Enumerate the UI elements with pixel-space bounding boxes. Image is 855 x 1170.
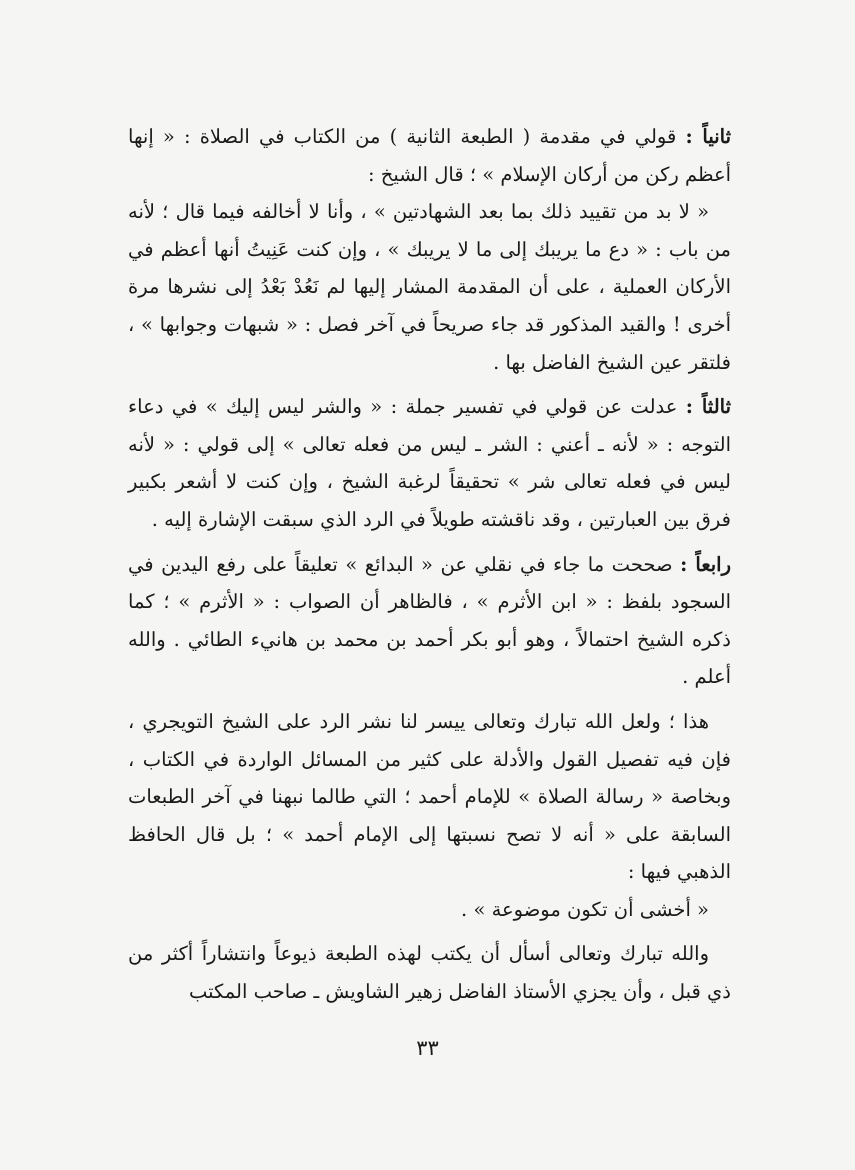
paragraph-text: هذا ؛ ولعل الله تبارك وتعالى ييسر لنا نشر الرد على الشيخ التويجري ، فإن فيه تفصيل القول والأدلة على كثير من المسائل الواردة في الكتاب ، وبخاصة « رسالة الصلاة » للإمام أحمد ؛ التي طالما نبهنا في آخر الطبعات السابقة على « أنه لا تصح نسبتها إلى الإمام أحمد » ؛ بل قال الحافظ الذهبي فيها :	[128, 709, 731, 884]
paragraph-text: صححت ما جاء في نقلي عن « البدائع » تعليقاً على رفع اليدين في السجود بلفظ : « ابن الأثرم » ، فالظاهر أن الصواب : « الأثرم » ؛ كما ذكره الشيخ احتمالاً ، وهو أبو بكر أحمد بن محمد بن هانيء الطائي . والله أعلم .	[128, 552, 731, 689]
paragraph-third	[128, 388, 731, 538]
paragraph-conclusion	[128, 703, 731, 891]
page-number: ٣٣	[416, 1036, 439, 1060]
paragraph-lead: ثانياً :	[685, 125, 732, 148]
paragraph-lead: رابعاً :	[680, 552, 731, 576]
paragraph-second	[128, 118, 731, 193]
paragraph-closing: والله تبارك وتعالى أسأل أن يكتب لهذه الطبعة ذيوعاً وانتشاراً أكثر من ذي قبل ، وأن يجزي الأستاذ الفاضل زهير الشاويش ـ صاحب المكتب	[128, 942, 731, 1004]
paragraph-text: « لا بد من تقييد ذلك بما بعد الشهادتين » ، وأنا لا أخالفه فيما قال ؛ لأنه من باب : « دع ما يريبك إلى ما لا يريبك » ، وإن كنت عَنِيتُ أنها أعظم في الأركان العملية ، على أن المقدمة المشار إليها لم نَعُدْ بَعْدُ إلى نشرها مرة أخرى ! والقيد المذكور قد جاء صريحاً في آخر فصل : « شبهات وجوابها » ، فلتقر عين الشيخ الفاضل بها .	[128, 200, 731, 374]
paragraph-continuation	[128, 193, 731, 381]
paragraph-lead: ثالثاً :	[685, 395, 732, 419]
paragraph-text: عدلت عن قولي في تفسير جملة : « والشر ليس إليك » في دعاء التوجه : « لأنه ـ أعني : الشر ـ ليس من فعله تعالى » إلى قولي : « لأنه ليس في فعله تعالى شر » تحقيقاً لرغبة الشيخ ، وإن كنت لا أشعر بكبير فرق بين العبارتين ، وقد ناقشته طويلاً في الرد الذي سبقت الإشارة إليه .	[128, 395, 731, 531]
quotation: « أخشى أن تكون موضوعة » .	[461, 897, 709, 921]
body-text	[128, 118, 731, 1011]
paragraph-text: قولي في مقدمة ( الطبعة الثانية ) من الكتاب في الصلاة : « إنها أعظم ركن من أركان الإسلام » ؛ قال الشيخ :	[128, 125, 731, 186]
paragraph-fourth	[128, 546, 731, 696]
